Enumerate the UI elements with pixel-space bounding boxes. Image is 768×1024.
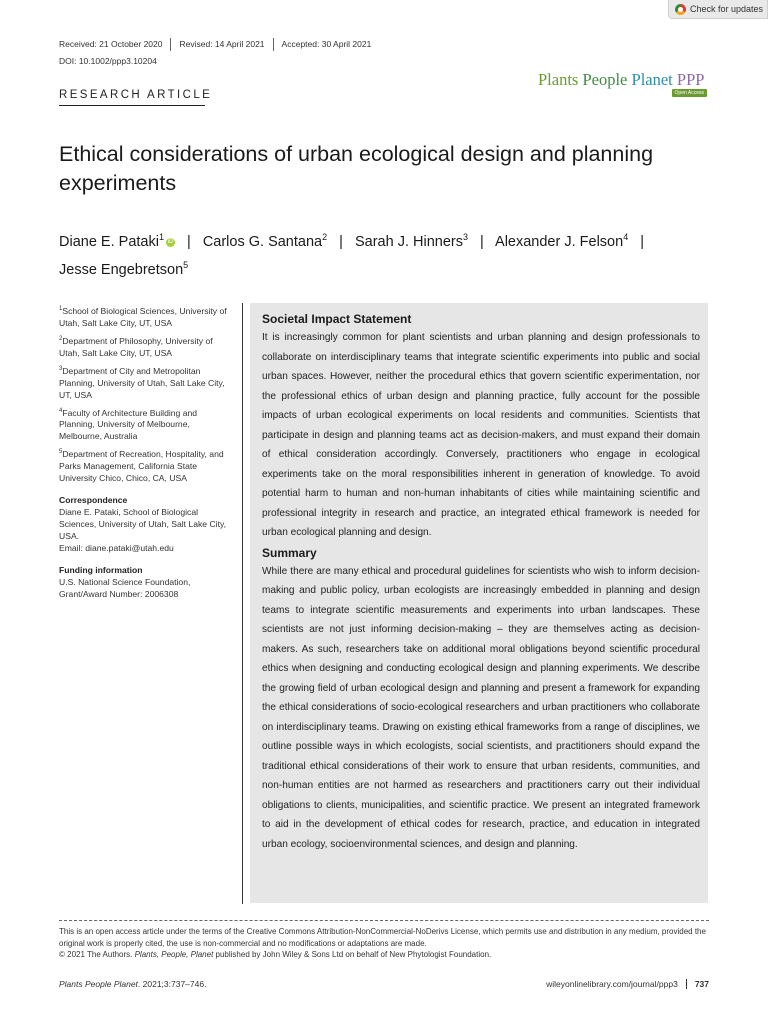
correspondence-email[interactable]: Email: diane.pataki@utah.edu <box>59 543 174 554</box>
license-text: This is an open access article under the terms of the Creative Commons Attribution-NonCommercial-NoDerivs License, which permits use and distribution in any medium, provided the original work is properly cited, the use is non-commercial and no modifications or adaptations are made. <box>59 927 706 948</box>
author-affiliation-marker: 5 <box>183 259 189 270</box>
received-date: Received: 21 October 2020 <box>59 39 163 49</box>
accepted-date: Accepted: 30 April 2021 <box>273 38 380 51</box>
page-number: 737 <box>686 979 709 989</box>
orcid-icon[interactable]: iD <box>167 238 174 245</box>
journal-logo-text: Plants People Planet PPP <box>538 70 705 89</box>
impact-statement-text: It is increasingly common for plant scientists and urban planning and design professionals to collaborate on interdisciplinary teams that integrate scientific experiments into public and social urban spaces. However, neither the procedural ethics that govern scientific experimentation, nor the professional ethics of urban design and planning practice, fully account for the possible impacts of urban ecological experiments on local residents and communities. Scientists that participate in design and planning teams act as decision-makers, and must expand their domain of ethical consideration accordingly. Conversely, practitioners who engage in ecological experiments take on the moral responsibilities inherent in generation of knowledge. To avoid potential harm to human and non-human inhabitants of cities while maintaining scientific and professional integrity in research and practice, an integrated ethical framework is needed for urban ecological planning and design. <box>262 332 700 538</box>
doi[interactable]: DOI: 10.1002/ppp3.10204 <box>59 56 157 66</box>
author-separator: | <box>480 233 484 250</box>
author-name[interactable]: Diane E. Pataki <box>59 233 159 250</box>
footer-citation: Plants People Planet. 2021;3:737–746. <box>59 979 207 989</box>
abstract-divider <box>242 303 243 904</box>
author-name[interactable]: Alexander J. Felson <box>495 233 624 250</box>
check-for-updates-button[interactable] <box>668 0 768 19</box>
summary-heading: Summary <box>262 545 317 560</box>
revised-date: Revised: 14 April 2021 <box>170 38 272 51</box>
author-separator: | <box>640 233 645 250</box>
author-separator: | <box>339 233 343 250</box>
impact-statement-heading: Societal Impact Statement <box>262 312 412 326</box>
funding-heading: Funding information <box>59 565 143 576</box>
affiliation: $^2$Department of Philosophy, University of Utah, Salt Lake City, UT, USA <box>59 335 213 358</box>
funding-text: U.S. National Science Foundation, Grant/Award Number: 2006308 <box>59 577 191 600</box>
author-name[interactable]: Sarah J. Hinners <box>354 233 463 250</box>
author-name[interactable]: Carlos G. Santana <box>202 233 323 250</box>
affiliation: $^5$Department of Recreation, Hospitality, and Parks Management, California State University Chico, Chico, CA, USA <box>59 449 224 484</box>
license-note <box>59 926 709 961</box>
footnote-divider <box>59 920 709 921</box>
affiliation: $^3$Department of City and Metropolitan Planning, University of Utah, Salt Lake City, UT, USA <box>59 365 225 400</box>
article-type-underline <box>59 105 205 106</box>
check-for-updates-label: Check for updates <box>690 4 764 14</box>
affiliation: $^4$Faculty of Architecture Building and Planning, University of Melbourne, Melbourne, Australia <box>59 407 198 442</box>
correspondence-heading: Correspondence <box>59 495 128 506</box>
article-history <box>59 38 379 51</box>
summary-text: While there are many ethical and procedural guidelines for scientists who wish to inform decision-making and public policy, urban ecologists are increasingly embedded in planning and design teams to integrate scientific measurements and experiments into urban landscapes. These scientists are not just informing decision-making – they are themselves acting as decision-makers. As such, researchers take on additional moral obligations beyond scientific procedural ethics when designing and conducting ecological design and planning experiments. We describe the growing field of urban ecological design and planning and present a framework for expanding the ethical considerations of socio-ecological researchers and urban practitioners who collaborate on interdisciplinary teams. Drawing on existing ethical frameworks from a range of disciplines, we outline possible ways in which ecologists, social scientists, and practitioners should expand the traditional ethical considerations of their work to ensure that urban residents, communities, and non-human entities are not harmed as researchers and practitioners carry out their individual obligations to clients, municipalities, and scientific practice. We present an integrated framework to aid in the development of ethical codes for research, practice, and education in integrated urban ecology, socioenvironmental sciences, and design and planning. <box>262 565 700 850</box>
author-affiliation-marker: 2 <box>322 232 328 242</box>
footer-right <box>546 979 709 989</box>
author-name[interactable]: Jesse Engebretson <box>59 261 184 278</box>
author-separator: | <box>187 233 191 250</box>
abstract-box <box>250 303 708 903</box>
article-title: Ethical considerations of urban ecological design and planning experiments <box>59 142 654 195</box>
author-affiliation-marker: 3 <box>462 232 468 242</box>
correspondence-text: Diane E. Pataki, School of Biological Sciences, University of Utah, Salt Lake City, USA. <box>59 507 227 542</box>
journal-url[interactable]: wileyonlinelibrary.com/journal/ppp3 <box>546 979 678 989</box>
crossmark-icon <box>675 4 686 15</box>
author-affiliation-marker: 1 <box>158 232 164 242</box>
article-type: RESEARCH ARTICLE <box>59 89 213 101</box>
open-access-badge: Open Access <box>672 89 707 97</box>
affiliation: $^1$School of Biological Sciences, University of Utah, Salt Lake City, UT, USA <box>59 305 227 328</box>
journal-logo <box>538 70 710 98</box>
copyright-line: © 2021 The Authors. Plants, People, Planet published by John Wiley & Sons Ltd on behalf of New Phytologist Foundation. <box>59 950 492 959</box>
author-list <box>59 226 699 282</box>
article-sidebar <box>59 303 231 600</box>
author-affiliation-marker: 4 <box>623 232 629 242</box>
